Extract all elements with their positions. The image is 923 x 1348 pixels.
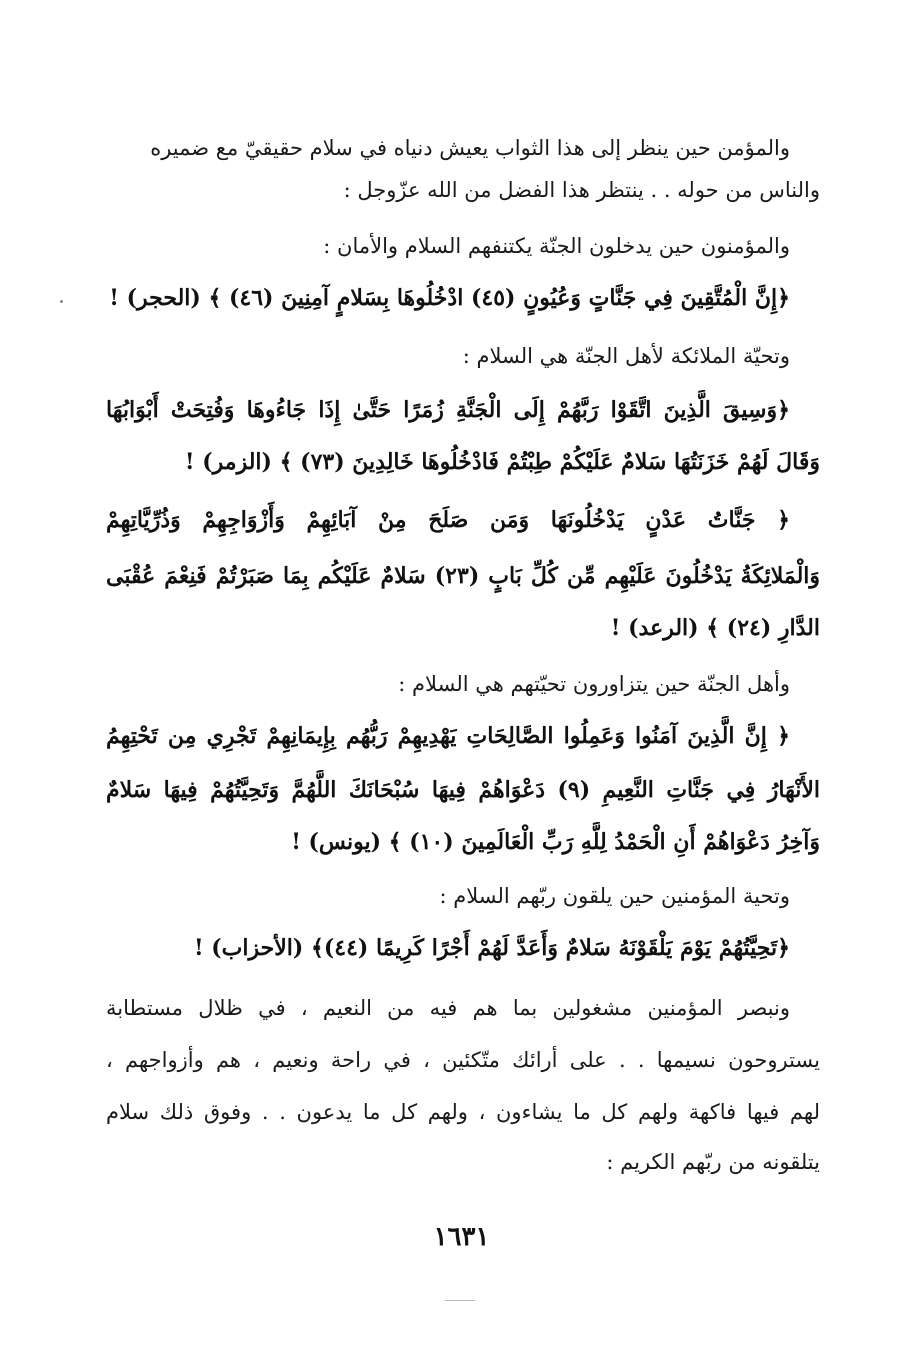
quran-verse-line: ﴿وَسِيقَ الَّذِينَ اتَّقَوْا رَبَّهُمْ إِلَى الْجَنَّةِ زُمَرًا حَتَّىٰ إِذَا جَاءُوهَا وَفُتِحَتْ أَبْوَابُهَا bbox=[106, 397, 790, 423]
quran-verse-line: وَآخِرُ دَعْوَاهُمْ أَنِ الْحَمْدُ لِلَّهِ رَبِّ الْعَالَمِينَ (١٠) ﴾ (يونس) ! bbox=[291, 829, 820, 855]
quran-verse-line: الأَنْهَارُ فِي جَنَّاتِ النَّعِيمِ (٩) دَعْوَاهُمْ فِيهَا سُبْحَانَكَ اللَّهُمَّ وَتَحِيَّتُهُمْ فِيهَا سَلامٌ bbox=[106, 777, 820, 803]
quran-verse-line: وَالْمَلائِكَةُ يَدْخُلُونَ عَلَيْهِم مِّن كُلِّ بَابٍ (٢٣) سَلامٌ عَلَيْكُم بِمَا صَبَرْتُمْ فَنِعْمَ عُقْبَى bbox=[106, 563, 820, 589]
page-number: ١٦٣١ bbox=[433, 1222, 490, 1252]
text-line: والناس من حوله . . ينتظر هذا الفضل من الله عزّوجل : bbox=[343, 178, 820, 202]
text-line: ونبصر المؤمنين مشغولين بما هم فيه من النعيم ، في ظلال مستطابة bbox=[106, 996, 790, 1020]
quran-verse-line: ﴿ جَنَّاتُ عَدْنٍ يَدْخُلُونَهَا وَمَن صَلَحَ مِنْ آبَائِهِمْ وَأَزْوَاجِهِمْ وَذُرِّيَّاتِهِمْ bbox=[106, 507, 790, 533]
text-line: والمؤمنون حين يدخلون الجنّة يكتنفهم السلام والأمان : bbox=[323, 234, 790, 258]
quran-verse-line: وَقَالَ لَهُمْ خَزَنَتُهَا سَلامٌ عَلَيْكُمْ طِبْتُمْ فَادْخُلُوهَا خَالِدِينَ (٧٣) ﴾ (الزمر) ! bbox=[184, 449, 820, 475]
quran-verse-line: ﴿تَحِيَّتُهُمْ يَوْمَ يَلْقَوْنَهُ سَلامٌ وَأَعَدَّ لَهُمْ أَجْرًا كَرِيمًا (٤٤)﴾ (الأحزاب) ! bbox=[193, 935, 790, 961]
scan-speck bbox=[60, 300, 63, 303]
text-line: وتحية المؤمنين حين يلقون ربّهم السلام : bbox=[439, 884, 790, 908]
quran-verse-line: الدَّارِ (٢٤) ﴾ (الرعد) ! bbox=[610, 615, 820, 641]
quran-verse-line: ﴿ إِنَّ الَّذِينَ آمَنُوا وَعَمِلُوا الصَّالِحَاتِ يَهْدِيهِمْ رَبُّهُم بِإِيمَانِهِمْ تَجْرِي مِن تَحْتِهِمُ bbox=[106, 723, 790, 749]
text-line: يتلقونه من ربّهم الكريم : bbox=[606, 1150, 820, 1174]
text-line: لهم فيها فاكهة ولهم كل ما يشاءون ، ولهم كل ما يدعون . . وفوق ذلك سلام bbox=[106, 1100, 820, 1124]
text-line: وتحيّة الملائكة لأهل الجنّة هي السلام : bbox=[462, 344, 790, 368]
text-line: يستروحون نسيمها . . على أرائك متّكئين ، في راحة ونعيم ، هم وأزواجهم ، bbox=[106, 1048, 820, 1072]
scan-mark bbox=[445, 1300, 475, 1301]
text-line: والمؤمن حين ينظر إلى هذا الثواب يعيش دنياه في سلام حقيقيّ مع ضميره bbox=[150, 136, 790, 160]
text-line: وأهل الجنّة حين يتزاورون تحيّتهم هي السلام : bbox=[398, 672, 790, 696]
quran-verse-line: ﴿إِنَّ الْمُتَّقِينَ فِي جَنَّاتٍ وَعُيُونٍ (٤٥) ادْخُلُوهَا بِسَلامٍ آمِنِينَ (٤٦) ﴾ (الحجر) ! bbox=[109, 285, 790, 311]
